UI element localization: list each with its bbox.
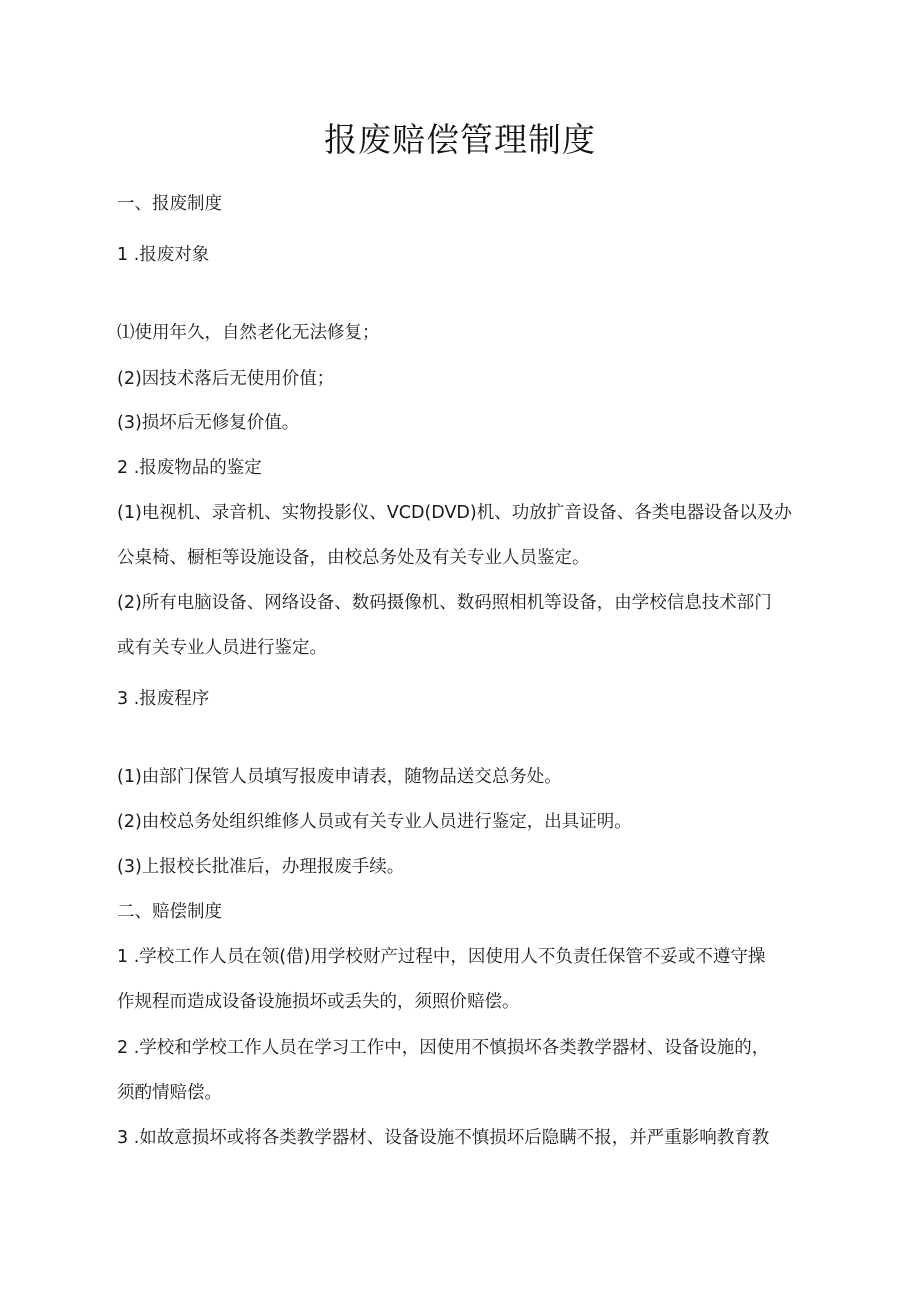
document-title: 报废赔偿管理制度 (324, 120, 596, 159)
paragraph-line: (3)损坏后无修复价值。 (117, 413, 300, 433)
paragraph-line: 作规程而造成设备设施损坏或丢失的，须照价赔偿。 (117, 992, 520, 1012)
subheading-scrap-appraisal: 2 .报废物品的鉴定 (117, 458, 262, 478)
paragraph-line: (2)因技术落后无使用价值； (117, 369, 335, 389)
paragraph-line: 1 .学校工作人员在领(借)用学校财产过程中，因使用人不负责任保管不妥或不遵守操 (117, 947, 766, 967)
paragraph-line: (2)由校总务处组织维修人员或有关专业人员进行鉴定，出具证明。 (117, 812, 632, 832)
section-heading-compensation: 二、赔偿制度 (117, 902, 222, 922)
paragraph-line: ⑴使用年久，自然老化无法修复； (117, 323, 380, 343)
paragraph-line: (3)上报校长批准后，办理报废手续。 (117, 857, 405, 877)
paragraph-line: 3 .如故意损坏或将各类教学器材、设备设施不慎损坏后隐瞒不报，并严重影响教育教 (117, 1128, 770, 1148)
section-heading-scrap: 一、报废制度 (117, 194, 222, 214)
paragraph-line: (1)电视机、录音机、实物投影仪、VCD(DVD)机、功放扩音设备、各类电器设备以及办 (117, 503, 792, 523)
paragraph-line: 公桌椅、橱柜等设施设备，由校总务处及有关专业人员鉴定。 (117, 548, 590, 568)
paragraph-line: (2)所有电脑设备、网络设备、数码摄像机、数码照相机等设备，由学校信息技术部门 (117, 593, 772, 613)
subheading-scrap-objects: 1 .报废对象 (117, 245, 210, 265)
paragraph-line: 须酌情赔偿。 (117, 1083, 222, 1103)
subheading-scrap-procedure: 3 .报废程序 (117, 689, 210, 709)
paragraph-line: 2 .学校和学校工作人员在学习工作中，因使用不慎损坏各类教学器材、设备设施的， (117, 1038, 770, 1058)
paragraph-line: (1)由部门保管人员填写报废申请表，随物品送交总务处。 (117, 767, 562, 787)
paragraph-line: 或有关专业人员进行鉴定。 (117, 638, 327, 658)
